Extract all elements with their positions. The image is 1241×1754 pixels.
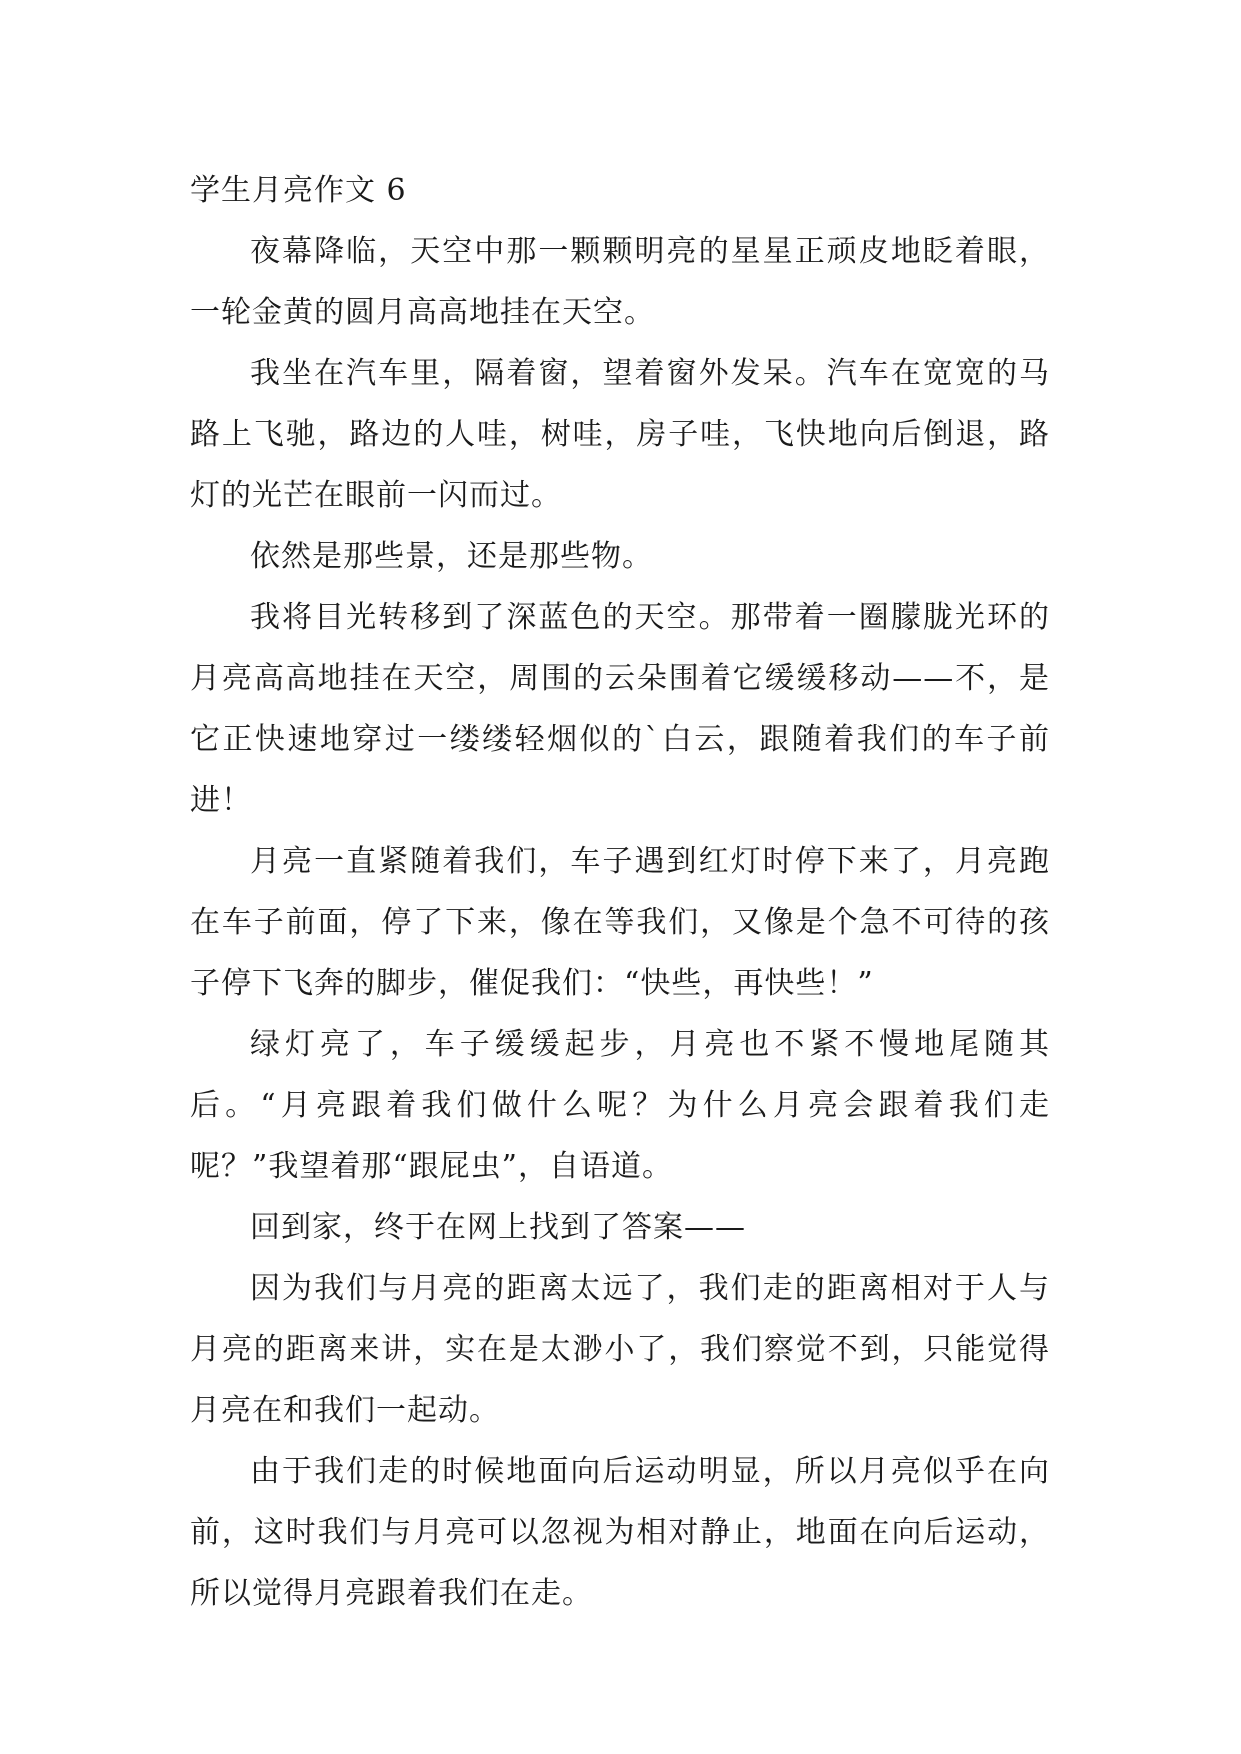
essay-body [190,160,1050,1624]
paragraph-8: 因为我们与月亮的距离太远了，我们走的距离相对于人与月亮的距离来讲，实在是太渺小了，我们察觉不到，只能觉得月亮在和我们一起动。 [190,1271,1050,1428]
paragraph-2: 我坐在汽车里，隔着窗，望着窗外发呆。汽车在宽宽的马路上飞驰，路边的人哇，树哇，房子哇，飞快地向后倒退，路灯的光芒在眼前一闪而过。 [190,356,1050,513]
paragraph-4: 我将目光转移到了深蓝色的天空。那带着一圈朦胧光环的月亮高高地挂在天空，周围的云朵围着它缓缓移动——不，是它正快速地穿过一缕缕轻烟似的`白云，跟随着我们的车子前进！ [190,600,1050,818]
essay-title: 学生月亮作文 6 [190,173,407,208]
paragraph-3: 依然是那些景，还是那些物。 [250,539,653,574]
paragraph-1: 夜幕降临，天空中那一颗颗明亮的星星正顽皮地眨着眼，一轮金黄的圆月高高地挂在天空。 [190,234,1050,330]
paragraph-5: 月亮一直紧随着我们，车子遇到红灯时停下来了，月亮跑在车子前面，停了下来，像在等我们，又像是个急不可待的孩子停下飞奔的脚步，催促我们：“快些，再快些！” [190,844,1050,1001]
paragraph-6: 绿灯亮了，车子缓缓起步，月亮也不紧不慢地尾随其后。“月亮跟着我们做什么呢？为什么月亮会跟着我们走呢？”我望着那“跟屁虫”，自语道。 [190,1027,1050,1184]
paragraph-9: 由于我们走的时候地面向后运动明显，所以月亮似乎在向前，这时我们与月亮可以忽视为相对静止，地面在向后运动，所以觉得月亮跟着我们在走。 [190,1454,1050,1611]
paragraph-7: 回到家，终于在网上找到了答案—— [250,1210,746,1245]
